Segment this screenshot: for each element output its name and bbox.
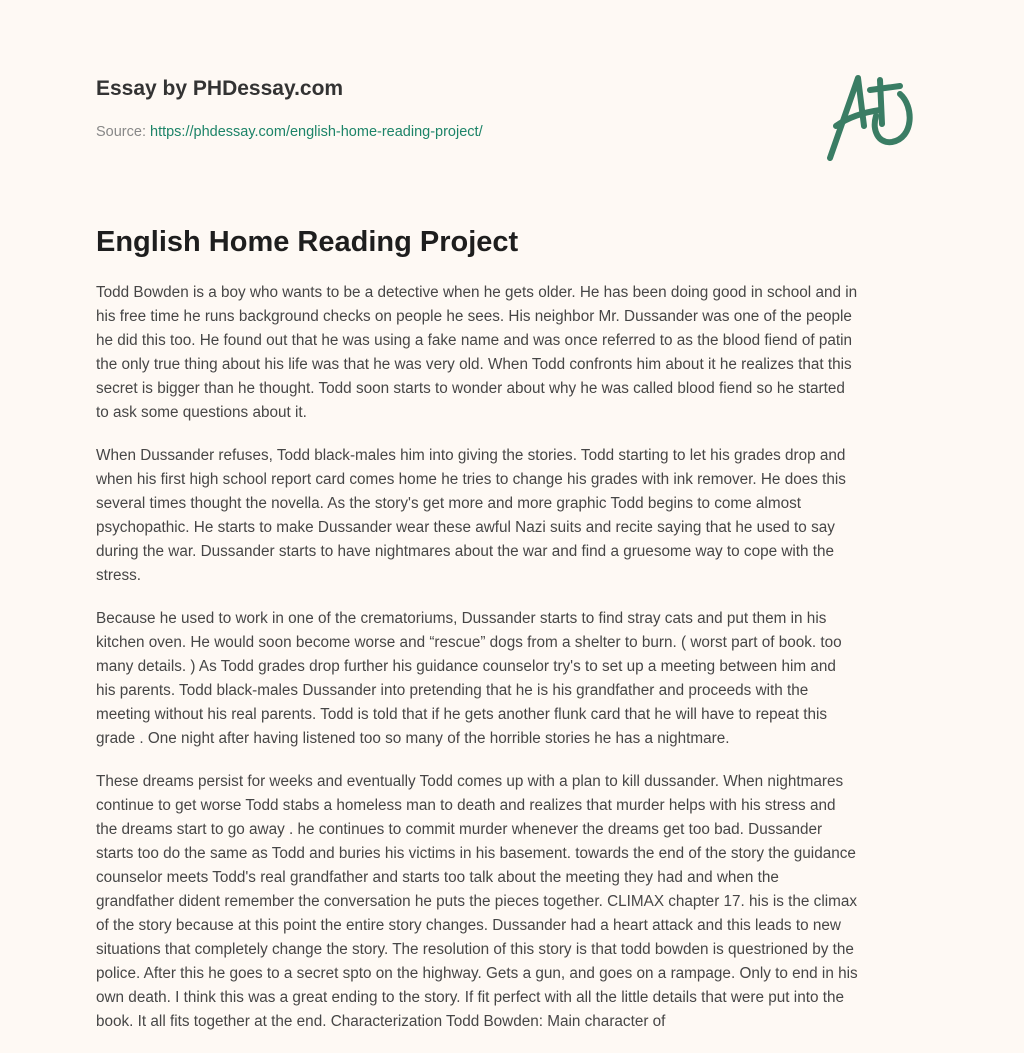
paragraph-line: Todd Bowden is a boy who wants to be a detective when he gets older. He has been doing good in school and in xyxy=(96,284,858,301)
paragraph-line: of the story because at this point the entire story changes. Dussander had a heart attack and this leads to new xyxy=(96,917,841,934)
essay-paragraph xyxy=(96,770,936,1034)
paragraph-line: he did this too. He found out that he was using a fake name and was once referred to as the blood fiend of patin xyxy=(96,332,852,349)
a-plus-logo-icon xyxy=(818,66,933,166)
paragraph-line: meeting without his real parents. Todd is told that if he gets another flunk card that he will have to repeat this xyxy=(96,706,827,723)
paragraph-line: secret is bigger than he thought. Todd soon starts to wonder about why he was called blood fiend so he started xyxy=(96,380,845,397)
paragraph-line: When Dussander refuses, Todd black-males him into giving the stories. Todd starting to let his grades drop and xyxy=(96,447,846,464)
paragraph-line: situations that completely change the story. The resolution of this story is that todd bowden is questrioned by the xyxy=(96,941,854,958)
paragraph-line: when his first high school report card comes home he tries to change his grades with ink remover. He does this xyxy=(96,471,846,488)
paragraph-line: psychopathic. He starts to make Dussander wear these awful Nazi suits and recite saying that he used to say xyxy=(96,519,835,536)
paragraph-line: grandfather dident remember the conversation he puts the pieces together. CLIMAX chapter 17. his is the climax xyxy=(96,893,858,910)
site-brand: Essay by PHDessay.com xyxy=(96,77,344,100)
paragraph-line: kitchen oven. He would soon become worse and “rescue” dogs from a shelter to burn. ( worst part of book. too xyxy=(96,634,842,651)
paragraph-line: starts too do the same as Todd and buries his victims in his basement. towards the end of the story the guidance xyxy=(96,845,856,862)
essay-paragraph xyxy=(96,444,936,588)
paragraph-line: continue to get worse Todd stabs a homeless man to death and realizes that murder helps with his stress and xyxy=(96,797,836,814)
paragraph-line: stress. xyxy=(96,567,142,584)
essay-body xyxy=(96,281,936,1053)
source-link[interactable]: https://phdessay.com/english-home-reading-project/ xyxy=(150,124,483,140)
page-title: English Home Reading Project xyxy=(96,226,519,258)
paragraph-line: own death. I think this was a great ending to the story. If fit perfect with all the little details that were put into the xyxy=(96,989,844,1006)
paragraph-line: his free time he runs background checks on people he sees. His neighbor Mr. Dussander was one of the people xyxy=(96,308,852,325)
paragraph-line: the only true thing about his life was that he was very old. When Todd confronts him about it he realizes that this xyxy=(96,356,852,373)
paragraph-line: several times thought the novella. As the story's get more and more graphic Todd begins to come almost xyxy=(96,495,801,512)
essay-paragraph xyxy=(96,607,936,751)
paragraph-line: grade . One night after having listened too so many of the horrible stories he has a nightmare. xyxy=(96,730,730,747)
paragraph-line: many details. ) As Todd grades drop further his guidance counselor try's to set up a meeting between him and xyxy=(96,658,836,675)
paragraph-line: during the war. Dussander starts to have nightmares about the war and find a gruesome way to cope with the xyxy=(96,543,835,560)
paragraph-line: police. After this he goes to a secret spto on the highway. Gets a gun, and goes on a rampage. Only to end in his xyxy=(96,965,858,982)
paragraph-line: These dreams persist for weeks and eventually Todd comes up with a plan to kill dussander. When nightmares xyxy=(96,773,844,790)
source-line xyxy=(96,124,483,140)
paragraph-line: to ask some questions about it. xyxy=(96,404,307,421)
paragraph-line: Because he used to work in one of the crematoriums, Dussander starts to find stray cats and put them in his xyxy=(96,610,827,627)
essay-paragraph xyxy=(96,281,936,425)
source-label: Source: xyxy=(96,124,150,140)
paragraph-line: the dreams start to go away . he continues to commit murder whenever the dreams get too bad. Dussander xyxy=(96,821,823,838)
paragraph-line: counselor meets Todd's real grandfather and starts too talk about the meeting they had and when the xyxy=(96,869,779,886)
paragraph-line: his parents. Todd black-males Dussander into pretending that he is his grandfather and proceeds with the xyxy=(96,682,809,699)
paragraph-line: book. It all fits together at the end. Characterization Todd Bowden: Main character of xyxy=(96,1013,666,1030)
